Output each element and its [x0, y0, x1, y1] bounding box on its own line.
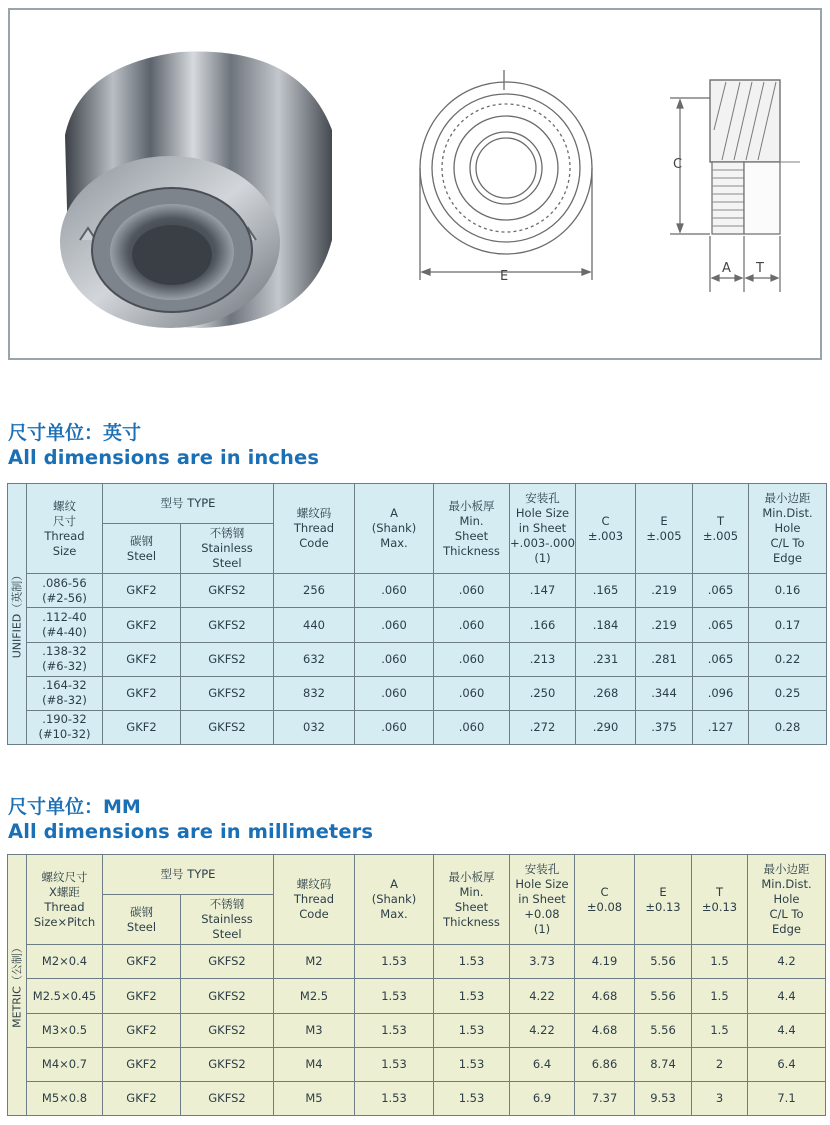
- cell-sheet: .060: [434, 608, 510, 642]
- cell-a: 1.53: [355, 945, 434, 979]
- header-line: ±.005: [646, 528, 682, 543]
- header-line: Min.Dist.: [761, 877, 812, 892]
- cell-sheet: .060: [434, 574, 510, 608]
- cell-t: 1.5: [692, 1013, 748, 1047]
- cell-dist: 7.1: [748, 1081, 826, 1115]
- cell-e: .375: [636, 710, 693, 744]
- cell-c: .268: [576, 676, 636, 710]
- header-line: Thread: [293, 521, 335, 536]
- cell-t: 1.5: [692, 979, 748, 1013]
- cell-line: (#2-56): [42, 590, 87, 605]
- cell-stainless: GKFS2: [181, 710, 274, 744]
- top-view-drawing: [420, 70, 592, 280]
- col-stainless: [181, 895, 274, 945]
- col-c: [575, 855, 635, 945]
- col-min-dist: [749, 484, 827, 574]
- cell-c: 6.86: [575, 1047, 635, 1081]
- header-line: Code: [299, 907, 329, 922]
- cell-sheet: .060: [434, 710, 510, 744]
- cell-hole: 4.22: [510, 979, 575, 1013]
- metric-spec-table: [7, 854, 826, 1116]
- header-line: 碳钢: [130, 904, 153, 919]
- table-row: [8, 642, 827, 676]
- header-line: 不锈钢: [209, 526, 245, 541]
- side-view-drawing: [670, 80, 800, 292]
- cell-c: 4.68: [575, 1013, 635, 1047]
- header-line: E: [660, 513, 668, 528]
- table-row: [8, 574, 827, 608]
- mm-heading-cn: 尺寸单位：MM: [8, 796, 141, 818]
- cell-thread-size: [27, 979, 103, 1013]
- header-line: ±0.13: [701, 899, 738, 914]
- cell-steel: GKF2: [103, 1047, 181, 1081]
- header-line: Hole Size: [515, 506, 570, 521]
- table-row: [8, 710, 827, 744]
- cell-stainless: GKFS2: [181, 945, 274, 979]
- cell-stainless: GKFS2: [181, 574, 274, 608]
- cell-hole: .213: [510, 642, 576, 676]
- cell-t: .065: [693, 642, 749, 676]
- cell-stainless: GKFS2: [181, 979, 274, 1013]
- cell-code: 032: [274, 710, 355, 744]
- col-min-sheet: [434, 484, 510, 574]
- cell-sheet: 1.53: [434, 945, 510, 979]
- cell-dist: 0.17: [749, 608, 827, 642]
- cell-thread-size: [27, 676, 103, 710]
- cell-c: 4.68: [575, 979, 635, 1013]
- header-line: Steel: [212, 556, 242, 571]
- col-min-sheet: [434, 855, 510, 945]
- cell-c: .184: [576, 608, 636, 642]
- header-line: +.003-.000: [510, 536, 575, 551]
- cell-t: 1.5: [692, 945, 748, 979]
- table-row: [8, 1081, 826, 1115]
- col-thread-code: [274, 484, 355, 574]
- header-line: 螺纹码: [296, 877, 332, 892]
- cell-dist: 0.25: [749, 676, 827, 710]
- header-line: Thickness: [443, 914, 500, 929]
- cell-hole: .166: [510, 608, 576, 642]
- header-line: 不锈钢: [209, 897, 245, 912]
- col-a-shank: [355, 855, 434, 945]
- cell-line: (#8-32): [42, 693, 87, 708]
- mm-heading-en: All dimensions are in millimeters: [8, 820, 374, 843]
- cell-line: .164-32: [42, 678, 87, 693]
- product-drawings: [10, 10, 824, 362]
- cell-thread-size: [27, 710, 103, 744]
- cell-stainless: GKFS2: [181, 1047, 274, 1081]
- cell-c: 7.37: [575, 1081, 635, 1115]
- header-line: T: [715, 884, 724, 899]
- header-line: in Sheet: [518, 521, 567, 536]
- header-line: (1): [534, 551, 551, 566]
- header-line: A: [390, 506, 398, 521]
- header-line: 螺纹码: [296, 506, 332, 521]
- cell-code: 440: [274, 608, 355, 642]
- cell-c: .231: [576, 642, 636, 676]
- cell-line: M5×0.8: [41, 1090, 88, 1105]
- cell-code: 256: [274, 574, 355, 608]
- header-line: Hole: [773, 892, 800, 907]
- cell-thread-size: [27, 1081, 103, 1115]
- cell-e: .219: [636, 608, 693, 642]
- cell-hole: .250: [510, 676, 576, 710]
- header-line: T: [716, 513, 725, 528]
- cell-sheet: 1.53: [434, 1047, 510, 1081]
- cell-t: .127: [693, 710, 749, 744]
- cell-a: .060: [355, 608, 434, 642]
- cell-line: (#6-32): [42, 659, 87, 674]
- dim-c-label: C: [673, 157, 683, 172]
- header-line: Size×Pitch: [33, 914, 96, 929]
- cell-steel: GKF2: [103, 642, 181, 676]
- unified-spec-table: [7, 483, 827, 745]
- cell-line: M4×0.7: [41, 1056, 88, 1071]
- header-line: (Shank): [371, 521, 417, 536]
- cell-code: M4: [274, 1047, 355, 1081]
- col-min-dist: [748, 855, 826, 945]
- header-line: ±.005: [702, 528, 739, 543]
- col-thread-size: [27, 855, 103, 945]
- header-line: Thickness: [443, 543, 500, 558]
- header-line: Hole Size: [515, 877, 569, 892]
- header-line: ±0.08: [586, 899, 623, 914]
- header-line: Stainless: [201, 912, 253, 927]
- cell-sheet: 1.53: [434, 979, 510, 1013]
- cell-line: (#4-40): [42, 625, 87, 640]
- col-hole-size: [510, 855, 575, 945]
- cell-thread-size: [27, 945, 103, 979]
- table-row: [8, 979, 826, 1013]
- cell-hole: 3.73: [510, 945, 575, 979]
- header-line: Max.: [380, 536, 408, 551]
- table-row: [8, 608, 827, 642]
- cell-line: (#10-32): [38, 727, 91, 742]
- cell-t: .065: [693, 608, 749, 642]
- cell-e: 5.56: [635, 979, 692, 1013]
- cell-e: .281: [636, 642, 693, 676]
- cell-a: 1.53: [355, 1081, 434, 1115]
- cell-dist: 0.28: [749, 710, 827, 744]
- cell-code: M2: [274, 945, 355, 979]
- header-line: X螺距: [49, 884, 80, 899]
- header-line: 最小板厚: [448, 869, 495, 884]
- col-a-shank: [355, 484, 434, 574]
- header-line: ±0.13: [645, 899, 681, 914]
- header-line: Min.: [459, 513, 484, 528]
- header-line: Thread: [293, 892, 335, 907]
- header-line: 螺纹尺寸: [41, 869, 88, 884]
- cell-a: .060: [355, 574, 434, 608]
- header-line: 安装孔: [525, 491, 560, 506]
- cell-thread-size: [27, 642, 103, 676]
- header-line: Max.: [380, 907, 408, 922]
- col-type-group: [103, 855, 274, 895]
- cell-t: .096: [693, 676, 749, 710]
- header-line: 最小边距: [763, 862, 810, 877]
- cell-thread-size: [27, 608, 103, 642]
- side-label: METRIC（公制）: [10, 942, 24, 1028]
- cell-code: M3: [274, 1013, 355, 1047]
- cell-sheet: .060: [434, 676, 510, 710]
- cell-sheet: 1.53: [434, 1081, 510, 1115]
- cell-thread-size: [27, 1047, 103, 1081]
- header-line: Code: [299, 536, 329, 551]
- cell-steel: GKF2: [103, 1013, 181, 1047]
- cell-code: 832: [274, 676, 355, 710]
- header-line: C/L To: [770, 536, 805, 551]
- cell-steel: GKF2: [103, 1081, 181, 1115]
- side-wrap: [8, 855, 26, 1115]
- header-line: C: [600, 884, 609, 899]
- cell-line: M2×0.4: [41, 954, 88, 969]
- dim-t-label: T: [756, 261, 764, 276]
- cell-e: 8.74: [635, 1047, 692, 1081]
- col-hole-size: [510, 484, 576, 574]
- col-steel: [103, 895, 181, 945]
- inches-heading-en: All dimensions are in inches: [8, 446, 320, 469]
- cell-line: M2.5×0.45: [32, 988, 97, 1003]
- cell-e: 9.53: [635, 1081, 692, 1115]
- header-line: Steel: [212, 927, 242, 942]
- cell-steel: GKF2: [103, 608, 181, 642]
- header-line: Thread: [44, 899, 85, 914]
- cell-hole: 4.22: [510, 1013, 575, 1047]
- header-line: Hole: [774, 521, 801, 536]
- cell-hole: 6.4: [510, 1047, 575, 1081]
- side-wrap: [8, 484, 26, 744]
- cell-c: 4.19: [575, 945, 635, 979]
- header-line: 尺寸: [53, 513, 76, 528]
- header-line: 型号 TYPE: [160, 867, 216, 882]
- cell-stainless: GKFS2: [181, 1081, 274, 1115]
- cell-line: .190-32: [42, 712, 87, 727]
- cell-t: .065: [693, 574, 749, 608]
- cell-a: .060: [355, 710, 434, 744]
- header-line: Min.: [459, 884, 484, 899]
- table-row: [8, 945, 826, 979]
- cell-steel: GKF2: [103, 945, 181, 979]
- header-line: 安装孔: [524, 862, 560, 877]
- header-line: Sheet: [454, 899, 489, 914]
- cell-steel: GKF2: [103, 574, 181, 608]
- table-row: [8, 1013, 826, 1047]
- cell-c: .165: [576, 574, 636, 608]
- header-line: C: [601, 513, 610, 528]
- header-line: C/L To: [769, 907, 804, 922]
- side-label-cell: [8, 855, 27, 1116]
- cell-line: .086-56: [42, 575, 87, 590]
- table-row: [8, 1047, 826, 1081]
- header-line: Stainless: [201, 541, 253, 556]
- cell-t: 2: [692, 1047, 748, 1081]
- dim-a-label: A: [722, 261, 731, 276]
- header-line: Steel: [126, 548, 157, 563]
- table-row: [8, 676, 827, 710]
- cell-dist: 0.16: [749, 574, 827, 608]
- cell-hole: .147: [510, 574, 576, 608]
- cell-hole: .272: [510, 710, 576, 744]
- cell-a: 1.53: [355, 1013, 434, 1047]
- cell-e: 5.56: [635, 945, 692, 979]
- header-line: 螺纹: [53, 498, 76, 513]
- cell-stainless: GKFS2: [181, 676, 274, 710]
- dim-e-label: E: [500, 269, 509, 284]
- cell-hole: 6.9: [510, 1081, 575, 1115]
- header-line: in Sheet: [518, 892, 566, 907]
- col-c: [576, 484, 636, 574]
- cell-dist: 4.4: [748, 979, 826, 1013]
- cell-steel: GKF2: [103, 676, 181, 710]
- col-t: [692, 855, 748, 945]
- col-steel: [103, 524, 181, 574]
- header-line: Size: [52, 543, 77, 558]
- cell-sheet: 1.53: [434, 1013, 510, 1047]
- cell-line: M3×0.5: [41, 1022, 88, 1037]
- cell-stainless: GKFS2: [181, 608, 274, 642]
- nut-photo: [60, 51, 332, 328]
- cell-sheet: .060: [434, 642, 510, 676]
- header-line: Steel: [126, 919, 157, 934]
- header-line: Thread: [44, 528, 85, 543]
- cell-steel: GKF2: [103, 710, 181, 744]
- cell-code: 632: [274, 642, 355, 676]
- col-thread-code: [274, 855, 355, 945]
- header-line: Sheet: [454, 528, 489, 543]
- cell-stainless: GKFS2: [181, 1013, 274, 1047]
- cell-line: .112-40: [42, 610, 87, 625]
- header-line: ±.003: [587, 528, 624, 543]
- header-line: Edge: [773, 551, 802, 566]
- cell-dist: 4.2: [748, 945, 826, 979]
- cell-e: .219: [636, 574, 693, 608]
- header-line: E: [659, 884, 667, 899]
- header-line: Min.Dist.: [762, 506, 813, 521]
- side-label: UNIFIED（英制）: [10, 569, 24, 659]
- header-line: (Shank): [371, 892, 417, 907]
- cell-dist: 4.4: [748, 1013, 826, 1047]
- col-e: [636, 484, 693, 574]
- col-e: [635, 855, 692, 945]
- header-line: A: [390, 877, 398, 892]
- col-t: [693, 484, 749, 574]
- header-line: Edge: [772, 922, 801, 937]
- side-label-cell: [8, 484, 27, 745]
- cell-steel: GKF2: [103, 979, 181, 1013]
- header-line: 型号 TYPE: [160, 496, 216, 511]
- cell-line: .138-32: [42, 644, 87, 659]
- cell-dist: 0.22: [749, 642, 827, 676]
- cell-thread-size: [27, 1013, 103, 1047]
- col-type-group: [103, 484, 274, 524]
- cell-c: .290: [576, 710, 636, 744]
- header-line: 碳钢: [130, 533, 153, 548]
- cell-code: M5: [274, 1081, 355, 1115]
- cell-t: 3: [692, 1081, 748, 1115]
- header-line: (1): [533, 922, 551, 937]
- header-line: 最小边距: [764, 491, 811, 506]
- product-figure: [8, 8, 822, 360]
- cell-e: .344: [636, 676, 693, 710]
- cell-code: M2.5: [274, 979, 355, 1013]
- cell-a: .060: [355, 676, 434, 710]
- col-stainless: [181, 524, 274, 574]
- inches-heading-cn: 尺寸单位：英寸: [8, 422, 142, 444]
- cell-a: 1.53: [355, 1047, 434, 1081]
- cell-thread-size: [27, 574, 103, 608]
- cell-a: .060: [355, 642, 434, 676]
- header-line: +0.08: [524, 907, 560, 922]
- cell-stainless: GKFS2: [181, 642, 274, 676]
- cell-a: 1.53: [355, 979, 434, 1013]
- col-thread-size: [27, 484, 103, 574]
- header-line: 最小板厚: [448, 498, 495, 513]
- cell-e: 5.56: [635, 1013, 692, 1047]
- cell-dist: 6.4: [748, 1047, 826, 1081]
